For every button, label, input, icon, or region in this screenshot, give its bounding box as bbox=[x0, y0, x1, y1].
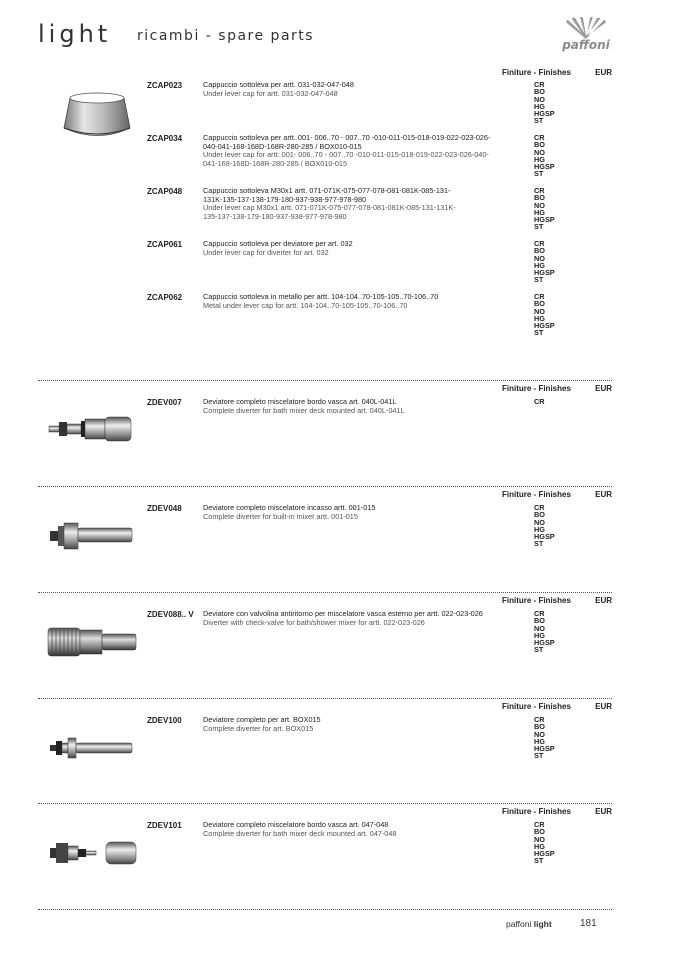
product-description bbox=[203, 293, 503, 310]
finish-code: CR bbox=[534, 186, 545, 195]
finish-code: HG bbox=[534, 313, 545, 323]
finish-code: CR bbox=[534, 609, 545, 618]
finish-list bbox=[534, 398, 545, 405]
finish-code: NO bbox=[534, 306, 545, 316]
finish-code: CR bbox=[534, 133, 545, 142]
finish-code: CR bbox=[534, 397, 545, 406]
finish-code: NO bbox=[534, 94, 545, 104]
description-it: Cappuccio sottoleva in metallo per artt. 104-104..70-105-105..70-106..70 bbox=[203, 292, 439, 301]
finish-code: HGSP bbox=[534, 744, 555, 754]
description-en: Under lever cap M30x1 artt. 071-071K-075-077-078-081-081K-085-131-131K-135-137-138-179-180-937-938-977-978-980 bbox=[203, 203, 456, 221]
finish-code: HG bbox=[534, 524, 545, 534]
description-en: Under lever cap for artt. 001- 006..70 - 007..70 -010-011-015-018-019-022-023-026-040-041-168-168D-168R-280-285 / BOX010-015 bbox=[203, 150, 489, 168]
finish-code: CR bbox=[534, 292, 545, 301]
description-it: Deviatore completo miscelatore bordo vasca art. 047-048 bbox=[203, 820, 389, 829]
description-en: Under lever cap for diverter for art. 032 bbox=[203, 247, 329, 257]
section-divider bbox=[38, 803, 612, 804]
finishes-header: Finiture - Finishes bbox=[502, 807, 571, 816]
finish-code: CR bbox=[534, 820, 545, 829]
finish-code: BO bbox=[534, 616, 545, 626]
product-description bbox=[203, 610, 503, 627]
finish-code: HG bbox=[534, 207, 545, 217]
page-title: light bbox=[38, 20, 112, 48]
description-it: Deviatore completo per art. BOX015 bbox=[203, 715, 321, 724]
finish-code: HGSP bbox=[534, 268, 555, 278]
finish-code: HG bbox=[534, 630, 545, 640]
section-divider bbox=[38, 592, 612, 593]
zdev048-image bbox=[48, 520, 136, 552]
finish-code: ST bbox=[534, 539, 544, 549]
eur-header: EUR bbox=[595, 596, 612, 605]
product-code: ZCAP062 bbox=[147, 293, 183, 302]
finish-code: HGSP bbox=[534, 162, 555, 172]
finish-list bbox=[534, 716, 555, 760]
product-description bbox=[203, 81, 503, 98]
product-description bbox=[203, 821, 503, 838]
description-it: Cappuccio sottoleva per artt. 031-032-047-048 bbox=[203, 80, 354, 89]
description-it: Deviatore completo miscelatore bordo vasca art. 040L-041L bbox=[203, 397, 397, 406]
zdev101-image bbox=[48, 838, 140, 868]
description-it: Cappuccio sottoleva M30x1 artt. 071-071K-075-077-078-081-081K-085-131-131K-135-137-138-179-180-937-938-977-978-980 bbox=[203, 186, 451, 204]
finish-code: HGSP bbox=[534, 215, 555, 225]
product-description bbox=[203, 187, 461, 221]
product-code: ZCAP034 bbox=[147, 134, 183, 143]
footer-brand-name: paffoni bbox=[506, 919, 532, 929]
eur-header: EUR bbox=[595, 702, 612, 711]
zcap023-image bbox=[60, 88, 135, 142]
page-number: 181 bbox=[580, 918, 597, 929]
finish-list bbox=[534, 240, 555, 284]
product-description bbox=[203, 504, 503, 521]
finish-code: ST bbox=[534, 645, 544, 655]
product-code: ZDEV088.. V bbox=[147, 610, 194, 619]
description-en: Metal under lever cap for artt. 104-104..70-105-105..70-106..70 bbox=[203, 300, 408, 310]
product-description bbox=[203, 398, 503, 415]
finish-code: NO bbox=[534, 253, 545, 263]
footer-brand bbox=[506, 919, 552, 929]
finish-code: BO bbox=[534, 87, 545, 97]
product-code: ZDEV048 bbox=[147, 504, 182, 513]
description-it: Cappuccio sottoleva per deviatore per art. 032 bbox=[203, 239, 353, 248]
finish-code: NO bbox=[534, 517, 545, 527]
finish-code: BO bbox=[534, 299, 545, 309]
eur-header: EUR bbox=[595, 807, 612, 816]
section-divider bbox=[38, 380, 612, 381]
finish-code: ST bbox=[534, 856, 544, 866]
finish-code: CR bbox=[534, 80, 545, 89]
eur-header: EUR bbox=[595, 384, 612, 393]
section-divider bbox=[38, 698, 612, 699]
brand-logo bbox=[557, 17, 615, 55]
finish-list bbox=[534, 187, 555, 231]
finish-code: ST bbox=[534, 751, 544, 761]
finishes-header: Finiture - Finishes bbox=[502, 490, 571, 499]
finish-code: HG bbox=[534, 841, 545, 851]
finish-code: HGSP bbox=[534, 321, 555, 331]
finish-code: CR bbox=[534, 503, 545, 512]
product-description bbox=[203, 134, 495, 168]
finish-code: BO bbox=[534, 510, 545, 520]
brand-logo-text: paffoni bbox=[562, 38, 610, 52]
finish-code: NO bbox=[534, 200, 545, 210]
description-it: Cappuccio sottoleva per artt. 001- 006..70 - 007..70 -010-011-015-018-019-022-023-026-040-041-168-168D-168R-280-285 / BOX010-015 bbox=[203, 133, 491, 151]
finish-list bbox=[534, 610, 555, 654]
description-en: Complete diverter for bath mixer deck mounted art. 047-048 bbox=[203, 828, 397, 838]
finish-list bbox=[534, 504, 555, 548]
description-it: Deviatore completo miscelatore incasso artt. 001-015 bbox=[203, 503, 376, 512]
eur-header: EUR bbox=[595, 68, 612, 77]
zdev007-image bbox=[45, 413, 135, 445]
product-code: ZCAP061 bbox=[147, 240, 183, 249]
finish-code: BO bbox=[534, 140, 545, 150]
finishes-header: Finiture - Finishes bbox=[502, 596, 571, 605]
description-en: Complete diverter for bath mixer deck mounted art. 040L-041L bbox=[203, 405, 405, 415]
zdev088-image bbox=[46, 624, 138, 660]
product-code: ZCAP048 bbox=[147, 187, 183, 196]
page-subtitle: ricambi - spare parts bbox=[137, 28, 315, 44]
finish-list bbox=[534, 821, 555, 865]
finishes-header: Finiture - Finishes bbox=[502, 384, 571, 393]
finish-code: ST bbox=[534, 222, 544, 232]
section-divider bbox=[38, 486, 612, 487]
finish-code: BO bbox=[534, 827, 545, 837]
finish-code: ST bbox=[534, 169, 544, 179]
finish-code: NO bbox=[534, 729, 545, 739]
finish-code: HGSP bbox=[534, 532, 555, 542]
finish-code: NO bbox=[534, 834, 545, 844]
finish-code: HG bbox=[534, 736, 545, 746]
description-en: Complete diverter for built-in mixer artt. 001-015 bbox=[203, 511, 358, 521]
description-it: Deviatore con valvolina antiritorno per miscelatore vasca esterno per artt. 022-023-026 bbox=[203, 609, 483, 618]
finish-list bbox=[534, 134, 555, 178]
product-code: ZDEV101 bbox=[147, 821, 182, 830]
finish-code: HGSP bbox=[534, 849, 555, 859]
eur-header: EUR bbox=[595, 490, 612, 499]
finish-code: BO bbox=[534, 246, 545, 256]
product-description bbox=[203, 240, 503, 257]
zdev100-image bbox=[48, 735, 136, 761]
finish-code: ST bbox=[534, 116, 544, 126]
description-en: Complete diverter for art. BOX015 bbox=[203, 723, 314, 733]
finish-code: NO bbox=[534, 623, 545, 633]
finish-code: NO bbox=[534, 147, 545, 157]
finish-code: HGSP bbox=[534, 638, 555, 648]
finish-code: ST bbox=[534, 328, 544, 338]
product-code: ZDEV100 bbox=[147, 716, 182, 725]
finish-list bbox=[534, 293, 555, 337]
finish-code: HG bbox=[534, 101, 545, 111]
finishes-header: Finiture - Finishes bbox=[502, 68, 571, 77]
finish-code: BO bbox=[534, 193, 545, 203]
section-divider bbox=[38, 909, 612, 910]
description-en: Diverter with check-valve for bath/shower mixer for artt. 022-023-026 bbox=[203, 617, 425, 627]
finish-code: BO bbox=[534, 722, 545, 732]
footer-collection: light bbox=[533, 919, 552, 929]
finish-code: CR bbox=[534, 715, 545, 724]
description-en: Under lever cap for artt. 031-032-047-048 bbox=[203, 88, 338, 98]
product-code: ZCAP023 bbox=[147, 81, 183, 90]
finish-code: ST bbox=[534, 275, 544, 285]
finish-code: HG bbox=[534, 154, 545, 164]
finish-code: CR bbox=[534, 239, 545, 248]
product-description bbox=[203, 716, 503, 733]
finishes-header: Finiture - Finishes bbox=[502, 702, 571, 711]
finish-code: HG bbox=[534, 260, 545, 270]
finish-code: HGSP bbox=[534, 109, 555, 119]
product-code: ZDEV007 bbox=[147, 398, 182, 407]
finish-list bbox=[534, 81, 555, 125]
